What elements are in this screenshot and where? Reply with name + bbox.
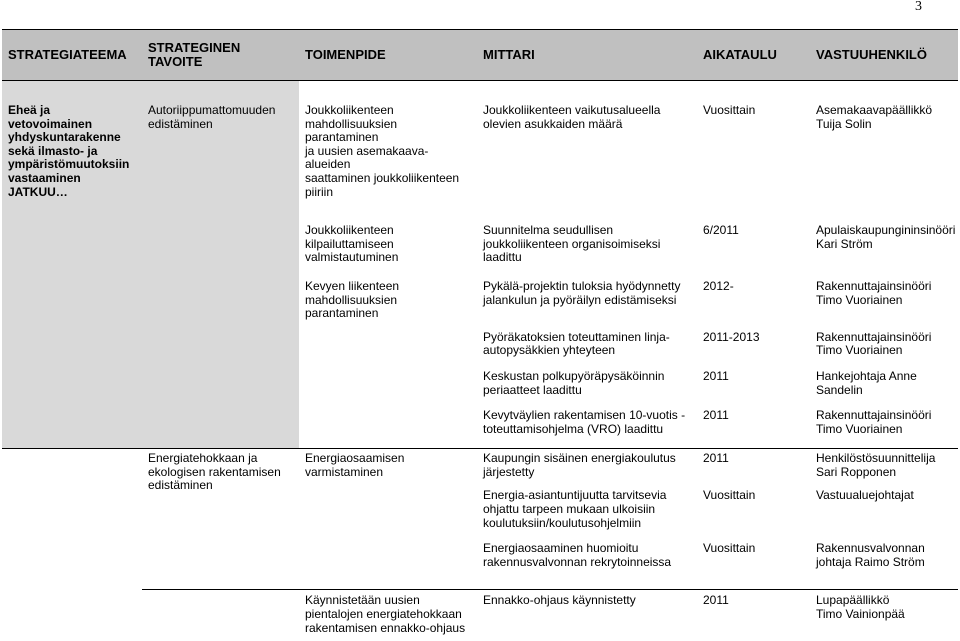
mittari-cell: Ennakko-ohjaus käynnistetty <box>477 590 697 635</box>
mittari-cell: Keskustan polkupyöräpysäköinnin periaatteet laadittu <box>483 368 665 397</box>
aikataulu-cell: Vuosittain <box>703 103 756 117</box>
vastuu-cell: Asemakaavapäällikkö Tuija Solin <box>816 103 933 131</box>
vastuu-cell: Rakennusvalvonnan johtaja Raimo Ström <box>816 541 925 569</box>
toimenpide-cell <box>299 331 477 358</box>
mittari-cell: Pykälä-projektin tuloksia hyödynnetty jalankulun ja pyöräilyn edistämiseksi <box>483 278 681 307</box>
table-row <box>2 81 958 200</box>
tavoite-cell <box>142 590 299 635</box>
aikataulu-cell: Vuosittain <box>703 541 756 556</box>
teema-cell: Eheä ja vetovoimainen yhdyskuntarakenne sekä ilmasto- ja ympäristömuutoksiin vastaaminen JATKUU… <box>2 81 142 449</box>
toimenpide-cell <box>299 542 477 569</box>
aikataulu-cell: 2011 <box>703 408 729 423</box>
header-row <box>2 30 958 81</box>
toimenpide-cell <box>299 370 477 397</box>
table-row <box>2 590 958 635</box>
toimenpide-cell <box>299 489 477 530</box>
aikataulu-cell: 2011-2013 <box>703 329 760 344</box>
header-vastuuhenkilo: VASTUUHENKILÖ <box>810 30 958 81</box>
toimenpide-cell: Kevyen liikenteen mahdollisuuksien parantaminen <box>305 278 400 321</box>
mittari-cell: Pyöräkatoksien toteuttaminen linja- autopysäkkien yhteyteen <box>483 329 670 358</box>
header-mittari: MITTARI <box>477 30 697 81</box>
aikataulu-cell: 6/2011 <box>703 223 739 238</box>
header-aikataulu: AIKATAULU <box>697 30 810 81</box>
tavoite-cell: Autoriippumattomuuden edistäminen <box>142 81 299 449</box>
vastuu-cell: Rakennuttajainsinööri Timo Vuoriainen <box>816 329 932 358</box>
vastuu-cell: Rakennuttajainsinööri Timo Vuoriainen <box>816 408 932 436</box>
aikataulu-cell: 2011 <box>697 449 810 480</box>
toimenpide-cell: Energiaosaamisen varmistaminen <box>299 449 477 480</box>
header-strateginen-tavoite: STRATEGINEN TAVOITE <box>142 30 299 81</box>
toimenpide-cell: Käynnistetään uusien pientalojen energiatehokkaan rakentamisen ennakko-ohjaus <box>299 590 477 635</box>
aikataulu-cell: 2011 <box>703 368 729 383</box>
vastuu-cell: Rakennuttajainsinööri Timo Vuoriainen <box>816 278 932 307</box>
mittari-cell: Energia-asiantuntijuutta tarvitsevia ohjattu tarpeen mukaan ulkoisiin koulutuksiin/koulutusohjelmiin <box>483 488 667 530</box>
toimenpide-cell: Joukkoliikenteen kilpailuttamiseen valmistautuminen <box>305 223 399 265</box>
table-row <box>2 449 958 480</box>
toimenpide-cell: Joukkoliikenteen mahdollisuuksien parantaminen ja uusien asemakaava-alueiden saattaminen joukkoliikenteen piiriin <box>305 103 460 199</box>
vastuu-cell: Hankejohtaja Anne Sandelin <box>816 368 917 397</box>
action-plan-table <box>2 29 958 641</box>
tavoite-cell: Energiatehokkaan ja ekologisen rakentamisen edistäminen <box>142 449 299 590</box>
mittari-cell: Kevytväylien rakentamisen 10-vuotis - toteuttamisohjelma (VRO) laadittu <box>483 408 686 436</box>
mittari-cell: Joukkoliikenteen vaikutusalueella olevien asukkaiden määrä <box>483 103 661 131</box>
header-toimenpide: TOIMENPIDE <box>299 30 477 81</box>
aikataulu-cell: Vuosittain <box>703 488 756 503</box>
aikataulu-cell: 2012- <box>703 278 734 293</box>
mittari-cell: Kaupungin sisäinen energiakoulutus järjestetty <box>477 449 697 480</box>
teema-cell <box>2 449 142 641</box>
page-number: 3 <box>915 0 922 14</box>
vastuu-cell: Vastuualuejohtajat <box>816 488 914 503</box>
vastuu-cell: Henkilöstösuunnittelija Sari Ropponen <box>810 449 958 480</box>
header-strategiateema: STRATEGIATEEMA <box>2 30 142 81</box>
aikataulu-cell: 2011 <box>697 590 810 635</box>
mittari-cell: Energiaosaaminen huomioitu rakennusvalvonnan rekrytoinneissa <box>483 541 672 569</box>
vastuu-cell: Lupapäällikkö Timo Vainionpää <box>810 590 958 635</box>
vastuu-cell: Apulaiskaupungininsinööri Kari Ström <box>816 223 956 251</box>
toimenpide-cell <box>299 409 477 436</box>
mittari-cell: Suunnitelma seudullisen joukkoliikenteen organisoimiseksi laadittu <box>483 223 661 265</box>
